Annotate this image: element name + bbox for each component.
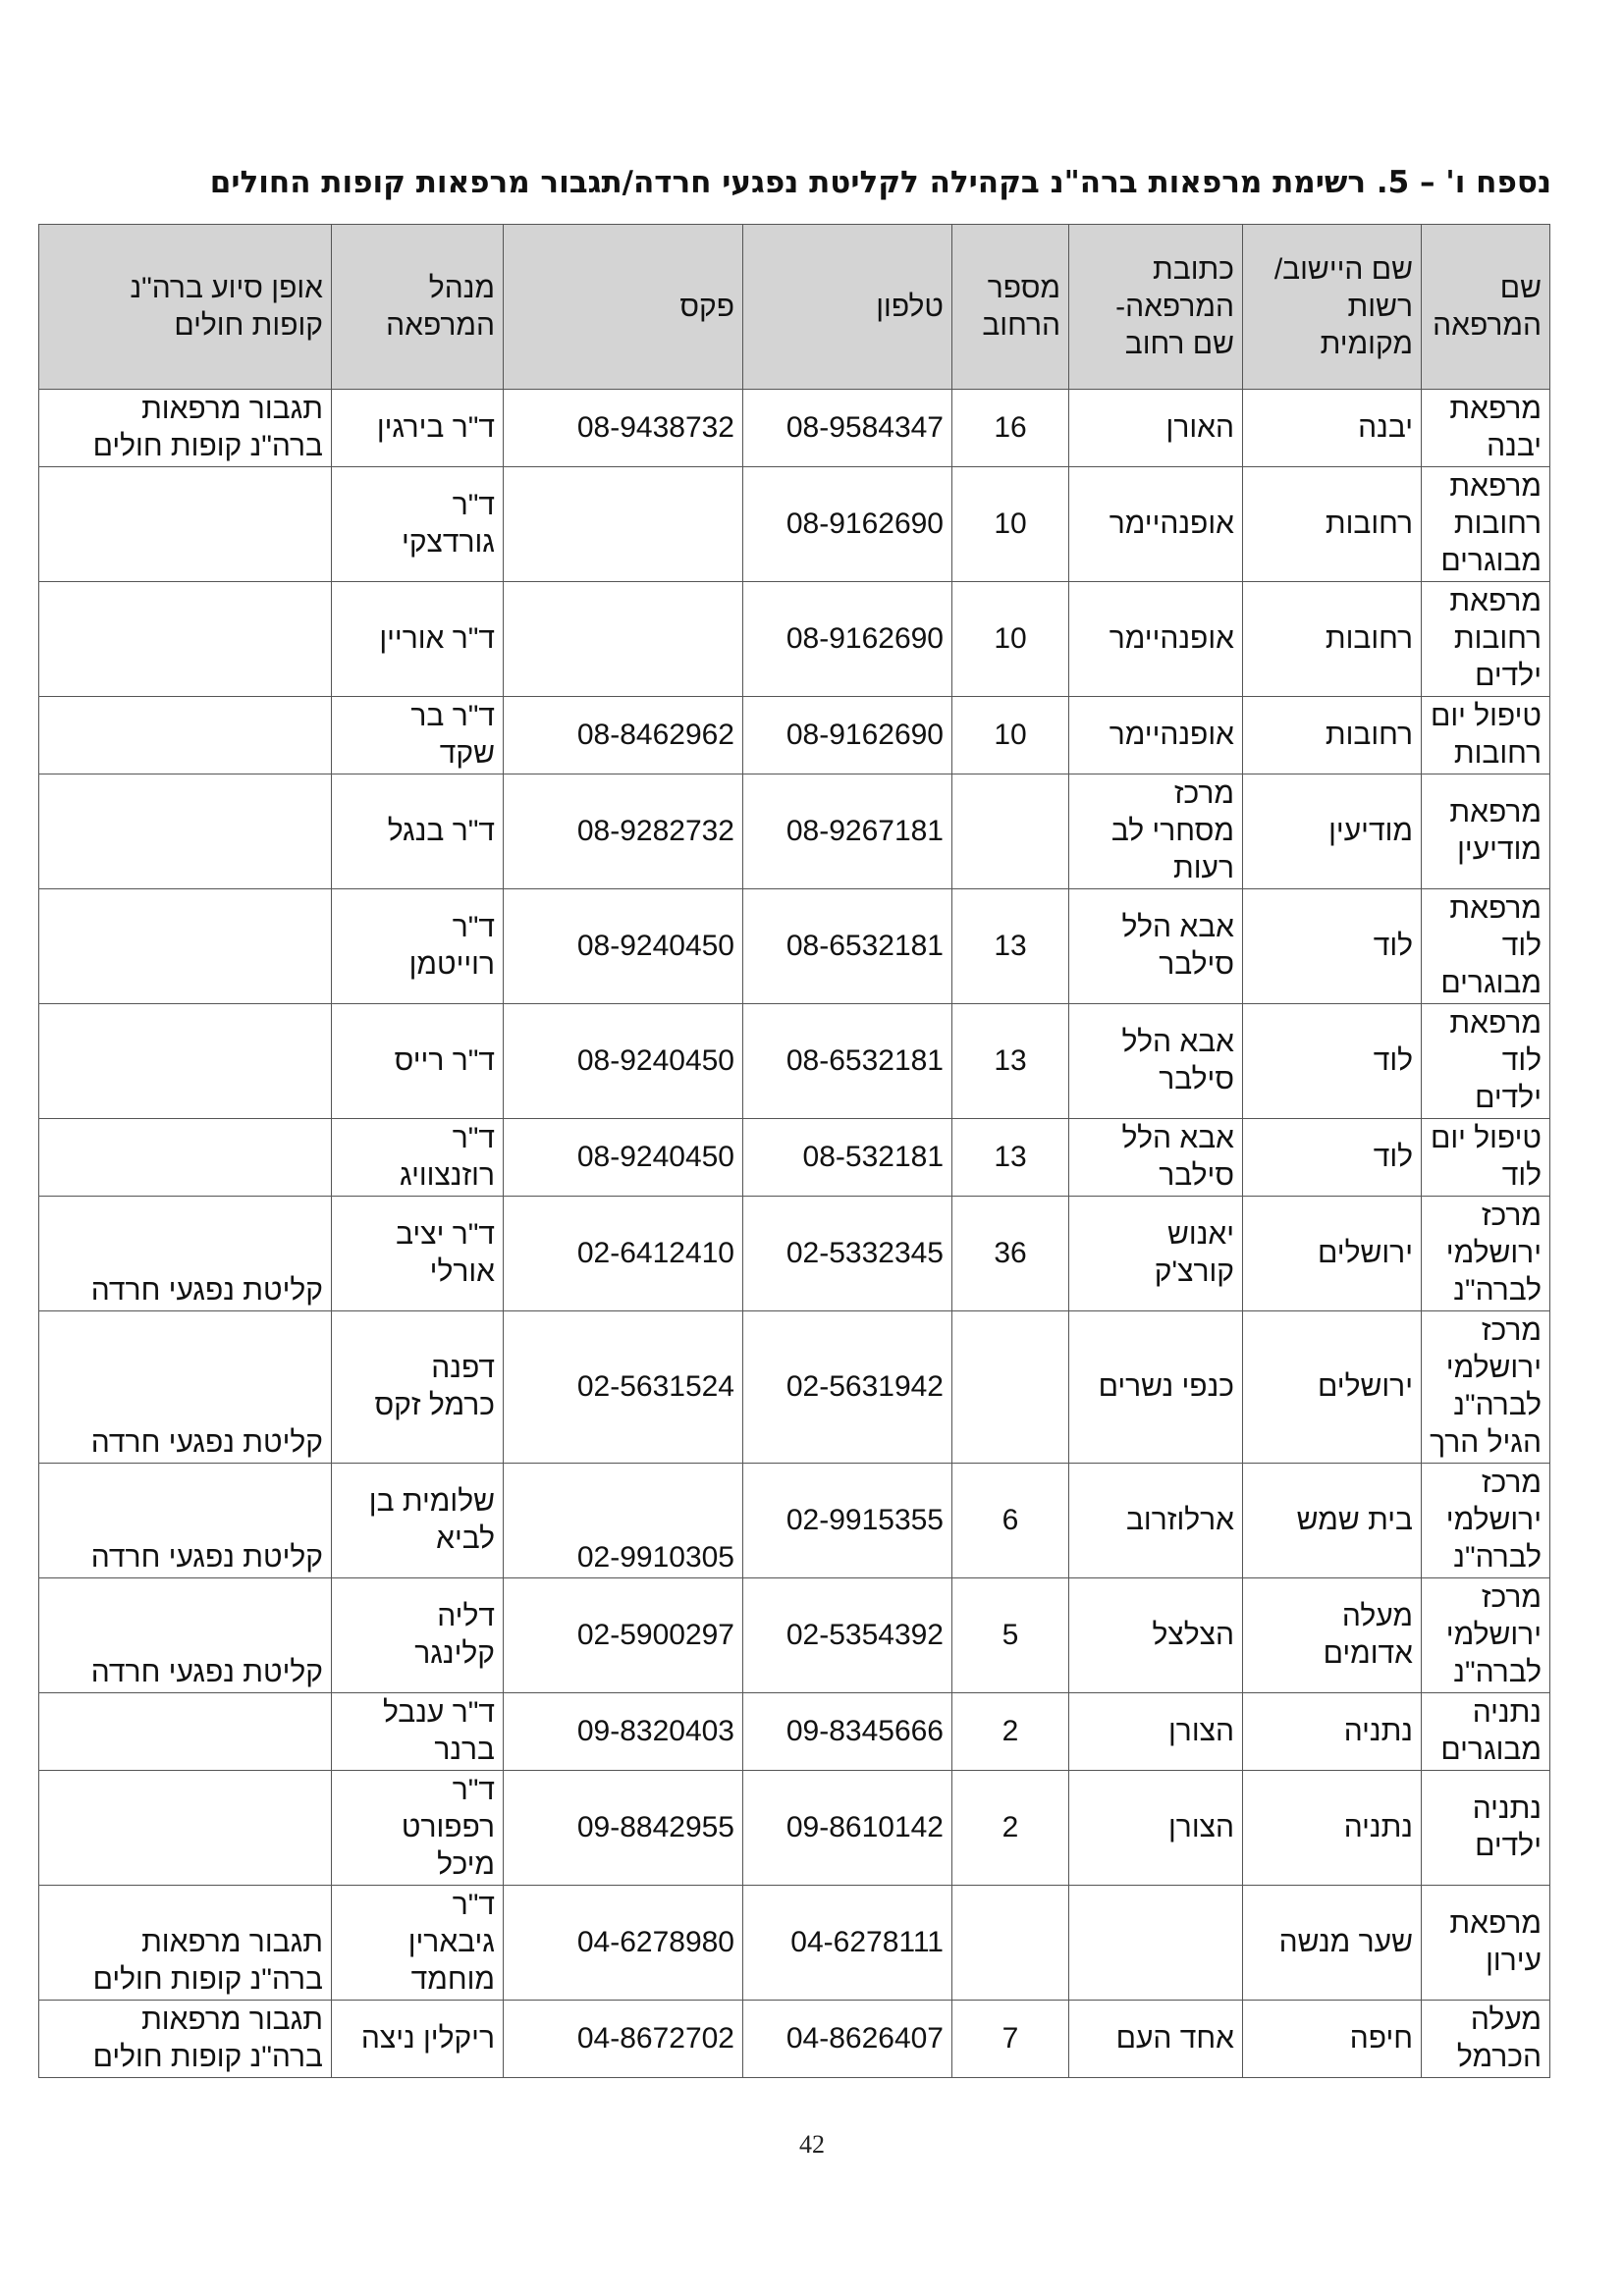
- header-clinic-name: שם המרפאה: [1422, 225, 1550, 390]
- manager-cell: דפנה כרמל זקס: [332, 1311, 504, 1464]
- phone-cell: 08-9162690: [743, 467, 952, 582]
- support-type-cell: קליטת נפגעי חרדה: [39, 1311, 332, 1464]
- locality-cell: נתניה: [1243, 1693, 1422, 1771]
- manager-cell: ד"ר ענבל ברנר: [332, 1693, 504, 1771]
- street-cell: מרכז מסחרי לב רעות: [1069, 774, 1243, 889]
- table-header-row: [39, 225, 1550, 390]
- table-row: [39, 1693, 1550, 1771]
- street-number-cell: 16: [952, 390, 1069, 467]
- fax-cell: 08-9282732: [504, 774, 743, 889]
- street-cell: הצורן: [1069, 1693, 1243, 1771]
- clinic-name-cell: מרפאת מודיעין: [1422, 774, 1550, 889]
- phone-cell: 02-5631942: [743, 1311, 952, 1464]
- locality-cell: מודיעין: [1243, 774, 1422, 889]
- locality-cell: יבנה: [1243, 390, 1422, 467]
- street-number-cell: 13: [952, 1004, 1069, 1119]
- street-cell: אחד העם: [1069, 2001, 1243, 2078]
- phone-cell: 04-8626407: [743, 2001, 952, 2078]
- clinic-name-cell: מרפאת לוד ילדים: [1422, 1004, 1550, 1119]
- clinic-name-cell: מרפאת עירון: [1422, 1886, 1550, 2001]
- fax-cell: 08-9438732: [504, 390, 743, 467]
- support-type-cell: קליטת נפגעי חרדה: [39, 1197, 332, 1311]
- phone-cell: 08-6532181: [743, 889, 952, 1004]
- manager-cell: ד"ר גיבארין מוחמד: [332, 1886, 504, 2001]
- clinic-name-cell: מרפאת יבנה: [1422, 390, 1550, 467]
- table-row: [39, 467, 1550, 582]
- fax-cell: 04-8672702: [504, 2001, 743, 2078]
- street-cell: ארלוזרוב: [1069, 1464, 1243, 1578]
- support-type-cell: [39, 1004, 332, 1119]
- clinic-name-cell: טיפול יום לוד: [1422, 1119, 1550, 1197]
- manager-cell: דליה קלינגר: [332, 1578, 504, 1693]
- manager-cell: ד"ר אוריין: [332, 582, 504, 697]
- table-row: [39, 1464, 1550, 1578]
- header-support-type: אופן סיוע ברה"נ קופות חולים: [39, 225, 332, 390]
- street-number-cell: 10: [952, 467, 1069, 582]
- fax-cell: 09-8320403: [504, 1693, 743, 1771]
- clinic-name-cell: מעלה הכרמל: [1422, 2001, 1550, 2078]
- fax-cell: 08-9240450: [504, 1004, 743, 1119]
- fax-cell: 02-9910305: [504, 1464, 743, 1578]
- support-type-cell: תגבור מרפאות ברה"נ קופות חולים: [39, 1886, 332, 2001]
- manager-cell: ד"ר רוזנצוויג: [332, 1119, 504, 1197]
- street-cell: הצורן: [1069, 1771, 1243, 1886]
- manager-cell: ד"ר רייס: [332, 1004, 504, 1119]
- clinic-name-cell: מרכז ירושלמי לברה"נ הגיל הרך: [1422, 1311, 1550, 1464]
- street-number-cell: 5: [952, 1578, 1069, 1693]
- locality-cell: רחובות: [1243, 467, 1422, 582]
- table-row: [39, 2001, 1550, 2078]
- table-row: [39, 1311, 1550, 1464]
- phone-cell: 08-532181: [743, 1119, 952, 1197]
- header-manager: מנהל המרפאה: [332, 225, 504, 390]
- locality-cell: לוד: [1243, 1119, 1422, 1197]
- manager-cell: ד"ר בנגל: [332, 774, 504, 889]
- table-row: [39, 1886, 1550, 2001]
- manager-cell: ד"ר גורדצקי: [332, 467, 504, 582]
- fax-cell: 08-9240450: [504, 889, 743, 1004]
- support-type-cell: [39, 1119, 332, 1197]
- street-number-cell: 36: [952, 1197, 1069, 1311]
- page-title: נספח ו' – 5. רשימת מרפאות ברה"נ בקהילה לקליטת נפגעי חרדה/תגבור מרפאות קופות החולים: [209, 165, 1551, 200]
- header-locality: שם היישוב/ רשות מקומית: [1243, 225, 1422, 390]
- table-row: [39, 697, 1550, 774]
- locality-cell: לוד: [1243, 1004, 1422, 1119]
- clinic-name-cell: נתניה ילדים: [1422, 1771, 1550, 1886]
- phone-cell: 08-9584347: [743, 390, 952, 467]
- table-row: [39, 1771, 1550, 1886]
- table-row: [39, 1004, 1550, 1119]
- table-row: [39, 1578, 1550, 1693]
- locality-cell: בית שמש: [1243, 1464, 1422, 1578]
- phone-cell: 08-9162690: [743, 697, 952, 774]
- phone-cell: 02-5332345: [743, 1197, 952, 1311]
- street-number-cell: 10: [952, 697, 1069, 774]
- locality-cell: שער מנשה: [1243, 1886, 1422, 2001]
- clinic-name-cell: מרכז ירושלמי לברה"נ: [1422, 1578, 1550, 1693]
- street-cell: אבא הלל סילבר: [1069, 889, 1243, 1004]
- clinic-name-cell: מרכז ירושלמי לברה"נ: [1422, 1464, 1550, 1578]
- phone-cell: 08-6532181: [743, 1004, 952, 1119]
- clinic-name-cell: מרפאת רחובות ילדים: [1422, 582, 1550, 697]
- support-type-cell: [39, 467, 332, 582]
- page-number: 42: [799, 2130, 825, 2159]
- street-cell: האורן: [1069, 390, 1243, 467]
- locality-cell: רחובות: [1243, 697, 1422, 774]
- clinic-name-cell: מרכז ירושלמי לברה"נ: [1422, 1197, 1550, 1311]
- street-number-cell: 13: [952, 1119, 1069, 1197]
- fax-cell: 09-8842955: [504, 1771, 743, 1886]
- phone-cell: 09-8610142: [743, 1771, 952, 1886]
- manager-cell: ד"ר רפפורט מיכל: [332, 1771, 504, 1886]
- header-fax: פקס: [504, 225, 743, 390]
- manager-cell: ד"ר בירגין: [332, 390, 504, 467]
- support-type-cell: [39, 1693, 332, 1771]
- street-number-cell: 13: [952, 889, 1069, 1004]
- street-cell: אבא הלל סילבר: [1069, 1004, 1243, 1119]
- street-number-cell: [952, 774, 1069, 889]
- street-number-cell: 10: [952, 582, 1069, 697]
- street-cell: [1069, 1886, 1243, 2001]
- clinic-name-cell: מרפאת לוד מבוגרים: [1422, 889, 1550, 1004]
- street-number-cell: 2: [952, 1771, 1069, 1886]
- manager-cell: ד"ר רוייטמן: [332, 889, 504, 1004]
- locality-cell: ירושלים: [1243, 1311, 1422, 1464]
- street-number-cell: 7: [952, 2001, 1069, 2078]
- table-row: [39, 774, 1550, 889]
- locality-cell: ירושלים: [1243, 1197, 1422, 1311]
- fax-cell: [504, 582, 743, 697]
- locality-cell: מעלה אדומים: [1243, 1578, 1422, 1693]
- support-type-cell: [39, 582, 332, 697]
- phone-cell: 09-8345666: [743, 1693, 952, 1771]
- manager-cell: ריקלין ניצה: [332, 2001, 504, 2078]
- fax-cell: 08-8462962: [504, 697, 743, 774]
- street-cell: אופנהיימר: [1069, 582, 1243, 697]
- locality-cell: לוד: [1243, 889, 1422, 1004]
- locality-cell: רחובות: [1243, 582, 1422, 697]
- support-type-cell: קליטת נפגעי חרדה: [39, 1464, 332, 1578]
- clinic-name-cell: מרפאת רחובות מבוגרים: [1422, 467, 1550, 582]
- table-row: [39, 1197, 1550, 1311]
- support-type-cell: [39, 697, 332, 774]
- street-number-cell: 2: [952, 1693, 1069, 1771]
- table-row: [39, 1119, 1550, 1197]
- phone-cell: 08-9162690: [743, 582, 952, 697]
- phone-cell: 08-9267181: [743, 774, 952, 889]
- table-row: [39, 390, 1550, 467]
- header-street-number: מספר הרחוב: [952, 225, 1069, 390]
- street-cell: כנפי נשרים: [1069, 1311, 1243, 1464]
- table-row: [39, 889, 1550, 1004]
- support-type-cell: [39, 889, 332, 1004]
- fax-cell: 04-6278980: [504, 1886, 743, 2001]
- header-phone: טלפון: [743, 225, 952, 390]
- street-cell: יאנוש קורצ'ק: [1069, 1197, 1243, 1311]
- header-street: כתובת המרפאה- שם רחוב: [1069, 225, 1243, 390]
- manager-cell: שלומית בן לביא: [332, 1464, 504, 1578]
- manager-cell: ד"ר יציב אורלי: [332, 1197, 504, 1311]
- street-cell: אופנהיימר: [1069, 697, 1243, 774]
- support-type-cell: תגבור מרפאות ברה"נ קופות חולים: [39, 390, 332, 467]
- clinic-name-cell: טיפול יום רחובות: [1422, 697, 1550, 774]
- fax-cell: 02-6412410: [504, 1197, 743, 1311]
- street-number-cell: [952, 1311, 1069, 1464]
- locality-cell: חיפה: [1243, 2001, 1422, 2078]
- locality-cell: נתניה: [1243, 1771, 1422, 1886]
- phone-cell: 02-5354392: [743, 1578, 952, 1693]
- clinics-table: [38, 224, 1550, 2078]
- street-cell: הצלצל: [1069, 1578, 1243, 1693]
- street-cell: אופנהיימר: [1069, 467, 1243, 582]
- street-number-cell: [952, 1886, 1069, 2001]
- support-type-cell: [39, 1771, 332, 1886]
- fax-cell: [504, 467, 743, 582]
- fax-cell: 02-5631524: [504, 1311, 743, 1464]
- support-type-cell: [39, 774, 332, 889]
- phone-cell: 02-9915355: [743, 1464, 952, 1578]
- fax-cell: 08-9240450: [504, 1119, 743, 1197]
- manager-cell: ד"ר בר שקד: [332, 697, 504, 774]
- phone-cell: 04-6278111: [743, 1886, 952, 2001]
- street-cell: אבא הלל סילבר: [1069, 1119, 1243, 1197]
- clinic-name-cell: נתניה מבוגרים: [1422, 1693, 1550, 1771]
- support-type-cell: קליטת נפגעי חרדה: [39, 1578, 332, 1693]
- fax-cell: 02-5900297: [504, 1578, 743, 1693]
- street-number-cell: 6: [952, 1464, 1069, 1578]
- support-type-cell: תגבור מרפאות ברה"נ קופות חולים: [39, 2001, 332, 2078]
- table-row: [39, 582, 1550, 697]
